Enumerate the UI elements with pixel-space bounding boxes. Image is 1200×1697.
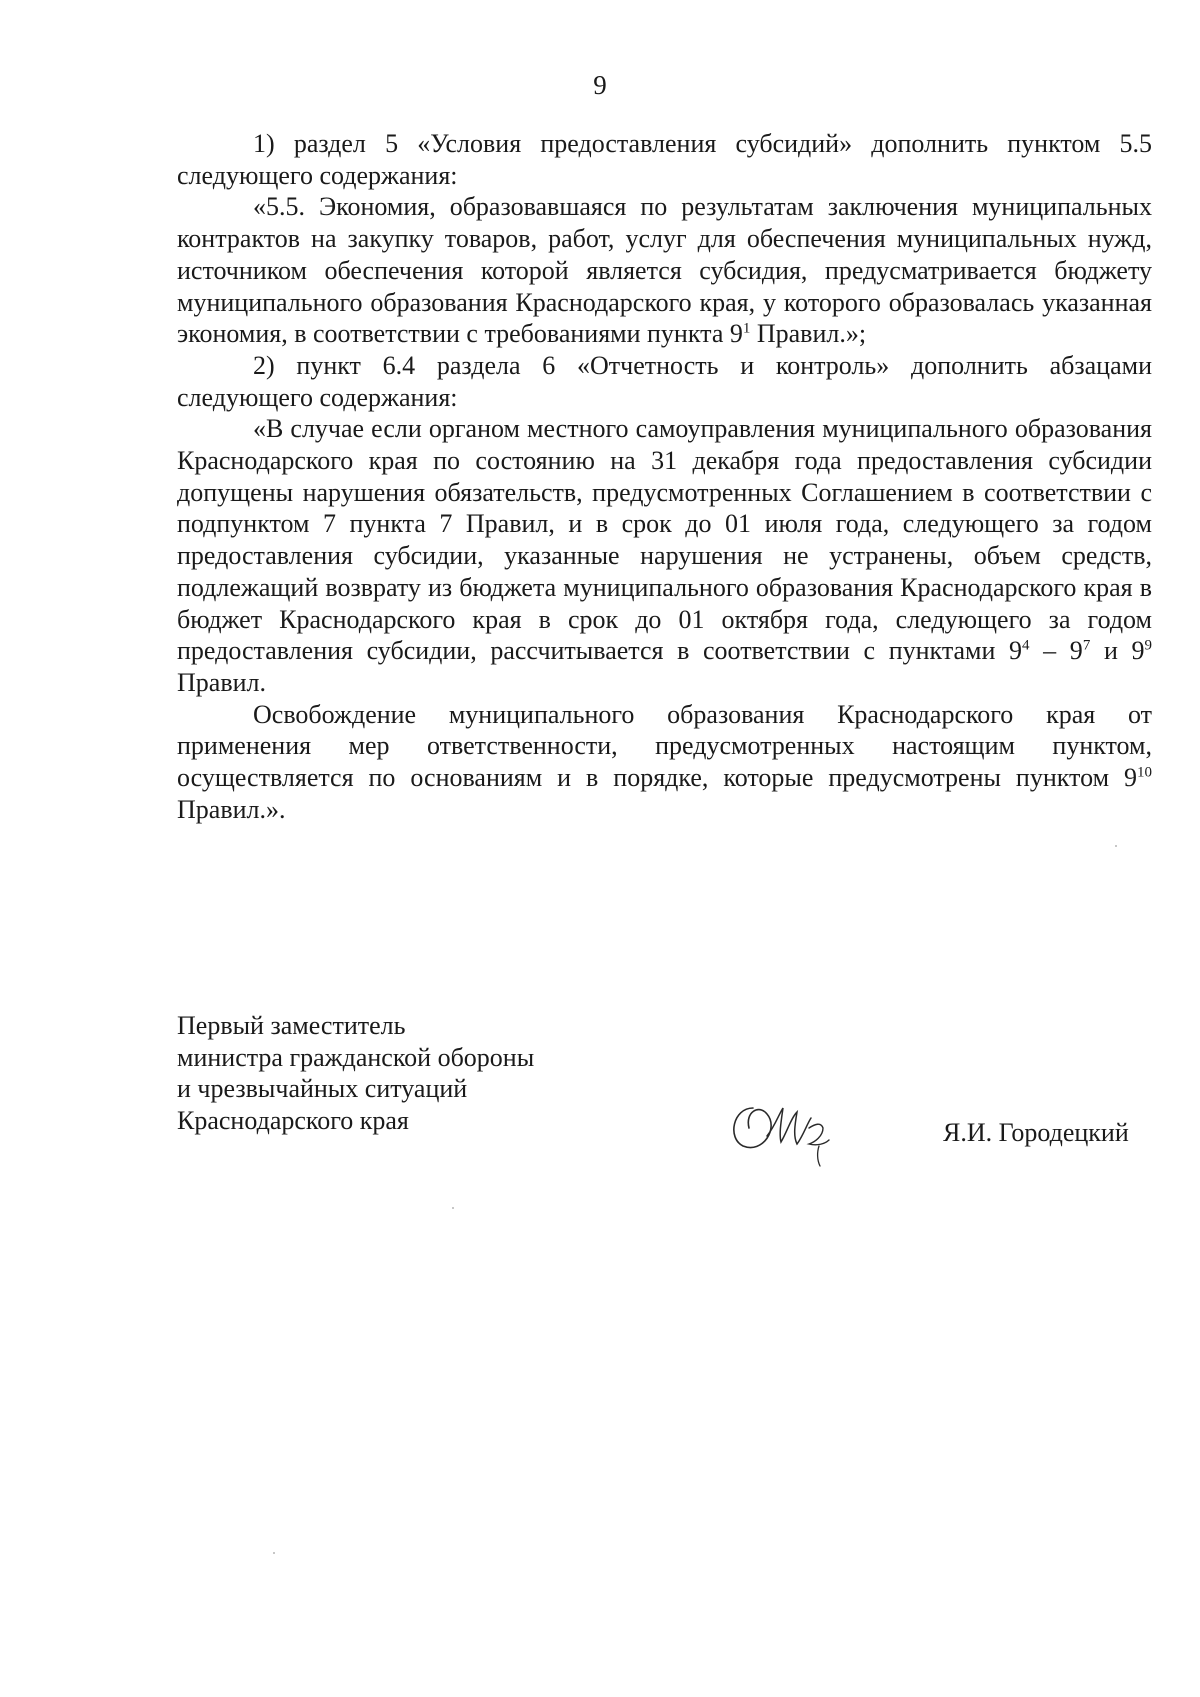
position-line: и чрезвычайных ситуаций: [177, 1074, 468, 1103]
paragraph-item-5-5: [177, 191, 1152, 350]
paragraph-tail: Правил.».: [177, 794, 286, 824]
paragraph-exemption: [177, 699, 1152, 826]
paragraph-fragment: и 9: [1090, 636, 1145, 666]
position-line: Краснодарского края: [177, 1105, 409, 1135]
scan-speck: [273, 1552, 275, 1554]
superscript: 1: [742, 320, 751, 337]
signatory-position: [177, 1010, 534, 1136]
superscript: 10: [1137, 764, 1152, 781]
position-line: министра гражданской обороны: [177, 1042, 535, 1072]
superscript: 7: [1082, 637, 1091, 654]
paragraph-text: «5.5. Экономия, образовавшаяся по результатам заключения муниципальных контрактов на закупку товаров, работ, услуг для обеспечения муниципальных нужд, источником обеспечения которой является субсидия, предусматривается бюджету муниципального образования Краснодарского края, у которого образовалась указанная экономия, в соответствии с требованиями пункта 9: [177, 192, 1152, 349]
superscript: 4: [1022, 637, 1030, 654]
page-number: 9: [593, 70, 607, 100]
paragraph-item-1: [177, 128, 1152, 191]
superscript: 9: [1144, 637, 1152, 654]
position-line: Первый заместитель: [177, 1011, 406, 1040]
paragraph-tail: Правил.»;: [750, 319, 867, 349]
paragraph-violations: [177, 413, 1152, 698]
scan-speck: [452, 1207, 454, 1209]
scan-speck: [1115, 845, 1117, 847]
signer-name: Я.И. Городецкий: [943, 1118, 1129, 1147]
paragraph-text: 1) раздел 5 «Условия предоставления субсидий» дополнить пунктом 5.5 следующего содержания:: [177, 129, 1152, 190]
handwritten-signature: [723, 1088, 838, 1168]
document-body: [177, 128, 1152, 825]
paragraph-item-2: [177, 350, 1152, 413]
paragraph-text: Освобождение муниципального образования Краснодарского края от применения мер ответственности, предусмотренных настоящим пунктом, осуществляется по основаниям и в порядке, которые предусмотрены пунктом 9: [177, 699, 1152, 793]
paragraph-text: «В случае если органом местного самоуправления муниципального образования Краснодарского края по состоянию на 31 декабря года предоставления субсидии допущены нарушения обязательств, предусмотренных Соглашением в соответствии с подпунктом 7 пункта 7 Правил, и в срок до 01 июля года, следующего за годом предоставления субсидии, указанные нарушения не устранены, объем средств, подлежащий возврату из бюджета муниципального образования Краснодарского края в бюджет Краснодарского края в срок до 01 октября года, следующего за годом предоставления субсидии, рассчитывается в соответствии с пунктами 9: [177, 414, 1152, 666]
paragraph-tail: Правил.: [177, 667, 266, 697]
paragraph-text: 2) пункт 6.4 раздела 6 «Отчетность и контроль» дополнить абзацами следующего содержания:: [177, 350, 1152, 412]
paragraph-fragment: – 9: [1029, 636, 1083, 666]
